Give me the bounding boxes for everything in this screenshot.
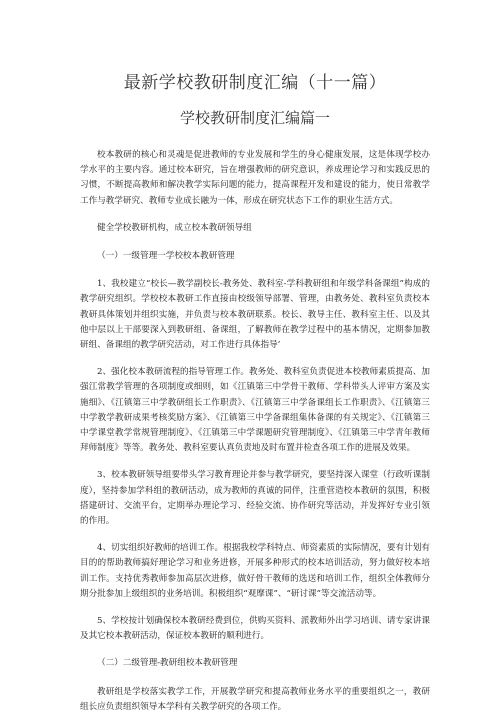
section-heading: （二）二级管理-教研组校本教研管理 — [97, 658, 238, 669]
paragraph: 1、我校建立“校长—教学副校长-教务处、教科室-学科教研组和年级学科备课组”构成的教学研究组织。学校校本教研工作直接由校级领导部署、管理，由教务处、教科室负责校本教研具体策划并组织实施，并负责与校本教研联系。校长、教导主任、教科室主任、以及其他中层以上干部要深入到教研组、备课组，了解教师在教学过程中的基本情况，定期参加教研组、备课组的教学研究活动，对工作进行具体指导’ — [80, 279, 430, 351]
paragraph: 2、强化校本教研流程的指导管理工作。教务处、教科室负责促进本校教师素质提高、加强江常教学管理的各项制度或细则，如《江镇第三中学骨干教师、学科带头人评审方案及实施细》、《江镇第三中学教研组长工作职责》、《江镇第三中学备课组长工作职责》、《江镇第三中学教学教研成果考核奖励方案》、《江镇第三中学备课组集体备课的有关规定》、《江镇第三中学课堂教学常规管理制度》、《江镇第三中学课题研究管理制度》、《江镇第三中学青年教师拜师制度》等等。教务处、教科室要认真负责地及时布置并检查各项工作的进展及效果。 — [80, 367, 430, 454]
section-heading: 健全学校教研机构，成立校本教研领导组 — [97, 222, 252, 233]
document-title: 最新学校教研制度汇编（十一篇） — [123, 73, 387, 93]
paragraph: 教研组是学校落实教学工作，开展教学研究和提高教师业务水平的重要组织之一，教研组长应负责组织领导本学科有关教学研究的各项工作。 — [80, 686, 430, 712]
document-body — [80, 148, 430, 715]
paragraph: 校本教研的核心和灵魂是促进教师的专业发展和学生的身心健康发展，这是体现学校办学水平的主要内容。通过校本研究，旨在增强教师的研究意识，养成理论学习和实践反思的习惯，不断提高教师和解决教学实际问题的能力，提高课程开发和建设的能力，使日常教学工作与教学研究、教师专业成长融为一体，形成在研究状态下工作的职业生活方式。 — [80, 150, 430, 206]
section-heading: （一）一级管理一学校校本教研管理 — [97, 251, 235, 262]
paragraph: 5、学校按计划确保校本教研经费到位，供购买资料、派教师外出学习培训、请专家讲课及其它校本教研活动，保证校本教研的顺利进行。 — [80, 616, 430, 642]
paragraph: 4、切实组织好教师的培训工作。根据我校学科特点、师资素质的实际情况，要有计划有目的的帮助教师搞好理论学习和业务进修，开展多种形式的校本培训活动，努力做好校本培训工作。支持优秀教师参加高层次进修，做好骨干教师的选送和培训工作，组织全体教师分期分批参加上级组织的业务培训。积极组织“观摩课”、“研讨课”等交流活动等。 — [80, 543, 430, 599]
paragraph: 3、校本教研领导组要带头学习教育理论并参与教学研究，要坚持深入课堂（行政听课制度），坚持参加学科组的教研活动，成为教师的真诚的同伴，注重营造校本教研的氛围，积极搭建研讨、交流平台，定期举办理论学习、经验交流、协作研究等活动，并发挥好专业引领的作用。 — [80, 470, 430, 527]
section-subtitle: 学校教研制度汇编篇一 — [179, 109, 330, 127]
